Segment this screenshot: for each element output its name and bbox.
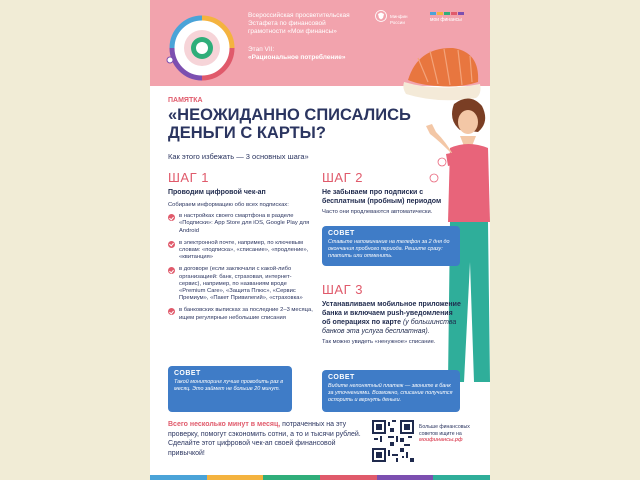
step2-column (322, 170, 462, 216)
step3-text: Так можно увидеть «ненужное» списание. (322, 339, 436, 345)
page-subtitle: Как этого избежать — 3 основных шага» (168, 152, 309, 161)
tip-text: Видите непонятный платеж — звоните в банк за уточнениями. Возможно, списание получится оспорить и вернуть деньги. (328, 383, 453, 403)
minfin-logo-text: Минфин России (390, 14, 408, 25)
tip-text: Такой мониторинг лучше проводить раз в месяц. Это займет не больше 20 минут. (174, 379, 284, 392)
step1-lead: Собираем информацию обо всех подписках: (168, 202, 289, 208)
moi-finansy-logo-text: мои финансы (430, 17, 462, 23)
tip-text: Ставьте напоминание на телефон за 2 дня до окончания пробного периода. Решите сразу: платить или отменить. (328, 239, 450, 259)
list-item: в банковских выписках за последние 2–3 месяца, ищем регулярные небольшие списания (168, 307, 313, 321)
list-item: в договоре (если заключали с какой-либо организацией: банк, страховая, интернет-сервис), например, по названиям вроде «Premium Care», «Защита Плюс», «Сервис Премиум», «Пакет Привилегий», «страховка» (168, 266, 313, 302)
qr-code-icon[interactable] (372, 420, 414, 462)
qr-caption (419, 424, 479, 444)
contest-title: Всероссийская просветительская Эстафета по финансовой грамотности «Мои финансы» (248, 12, 350, 35)
footer-accent: Всего несколько минут в месяц, (168, 421, 281, 428)
step2-title: Не забываем про подписки с бесплатным (пробным) периодом (322, 189, 442, 205)
contest-round-logo-icon (158, 4, 248, 90)
step3-title (322, 300, 462, 336)
stage-name: «Рациональное потребление» (248, 54, 346, 61)
step3-title-note: (у большинства банков эта услуга бесплатная). (322, 319, 457, 335)
step1-tip-box (168, 366, 292, 412)
moi-finansy-logo (430, 12, 480, 23)
footer-body: потраченных на эту проверку, помогут сэкономить сотни, а то и тысячи рублей. Сделайте этот цифровой чек-ап своей финансовой привычкой! (168, 421, 361, 457)
site-link[interactable]: моифинансы.рф (419, 437, 463, 443)
minfin-emblem-icon (375, 10, 387, 22)
logo-color-dots (430, 12, 480, 15)
page-title: «НЕОЖИДАННО СПИСАЛИСЬ ДЕНЬГИ С КАРТЫ? (168, 106, 411, 142)
qr-caption-text: Больше финансовых советов ищите на (419, 424, 470, 437)
step1-title: Проводим цифровой чек-ап (168, 189, 266, 196)
step3-heading: ШАГ 3 (322, 282, 363, 297)
memo-label: ПАМЯТКА (168, 97, 203, 104)
stage-label (248, 46, 358, 62)
footer-message (168, 420, 368, 458)
step2-text: Часто они продлеваются автоматически. (322, 209, 433, 215)
step2-tip-box (322, 226, 460, 266)
step1-column (168, 170, 313, 327)
step1-bullet-list (168, 213, 313, 322)
step3-column (322, 282, 462, 346)
step1-heading: ШАГ 1 (168, 170, 209, 185)
step3-title-main: Устанавливаем мобильное приложение банка и включаем push-уведомления об операциях по карте (322, 301, 461, 326)
stage-number: Этап VII: (248, 46, 275, 53)
step2-heading: ШАГ 2 (322, 170, 363, 185)
poster-header (150, 0, 490, 86)
list-item: в электронной почте, например, по ключевым словам: «подписка», «списание», «продление», «квитанция» (168, 240, 313, 262)
bottom-color-stripes (150, 475, 490, 480)
poster (150, 0, 490, 480)
tip-title: СОВЕТ (328, 230, 355, 237)
tip-title: СОВЕТ (328, 374, 355, 381)
list-item: в настройках своего смартфона в разделе «Подписки»: App Store для iOS, Google Play для Android (168, 213, 313, 235)
step3-tip-box (322, 370, 460, 412)
tip-title: СОВЕТ (174, 370, 201, 377)
